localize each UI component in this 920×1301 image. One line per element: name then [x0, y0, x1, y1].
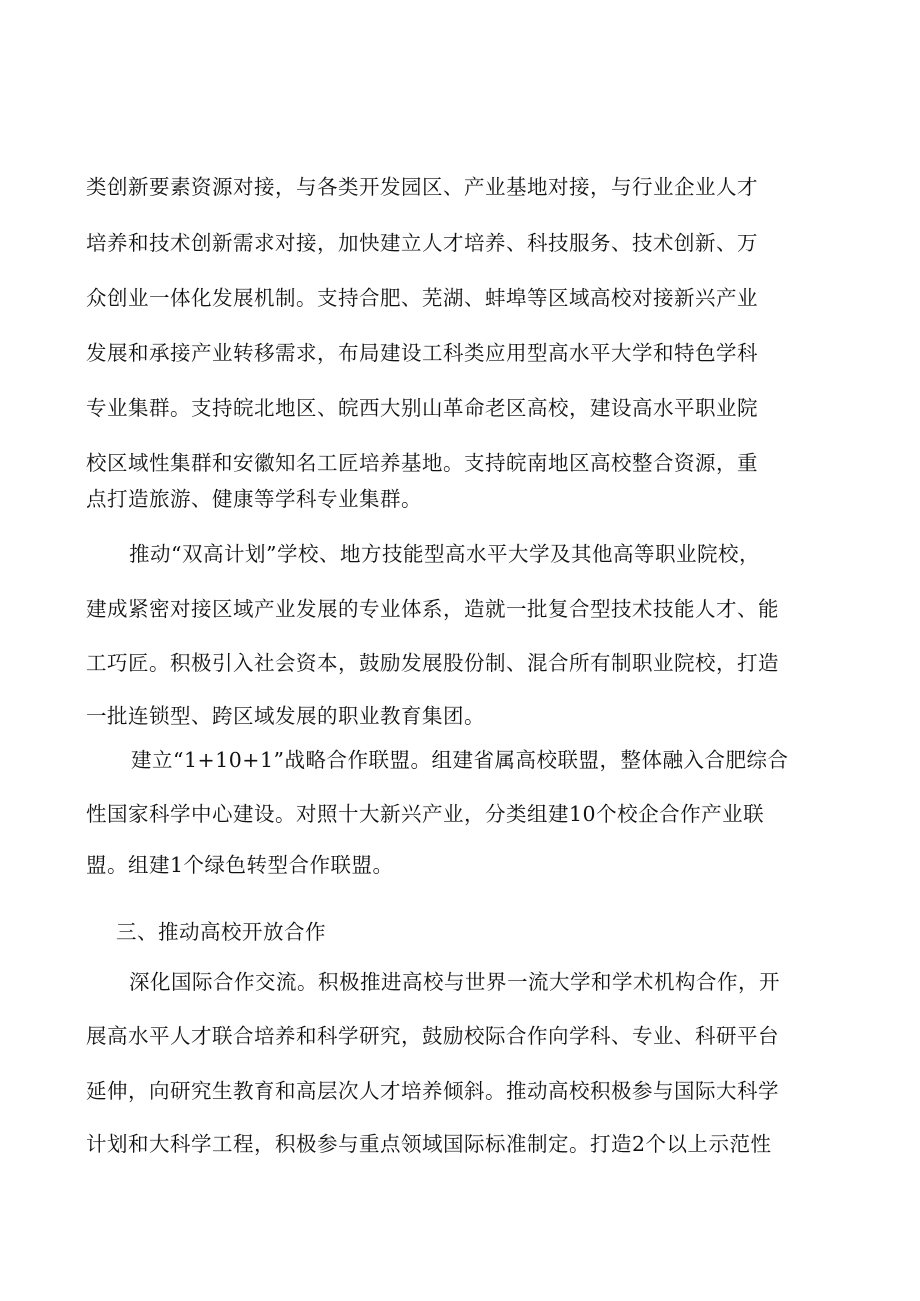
paragraph-line: 建立“1+10+1”战略合作联盟。组建省属高校联盟，整体融入合肥综合 [131, 748, 789, 772]
paragraph-line: 计划和大科学工程，积极参与重点领域国际标准制定。打造2个以上示范性 [86, 1132, 772, 1156]
paragraph-line: 深化国际合作交流。积极推进高校与世界一流大学和学术机构合作，开 [129, 970, 780, 994]
paragraph-line: 一批连锁型、跨区域发展的职业教育集团。 [86, 704, 485, 728]
paragraph-line: 点打造旅游、健康等学科专业集群。 [86, 487, 422, 511]
paragraph-line: 专业集群。支持皖北地区、皖西大别山革命老区高校，建设高水平职业院 [86, 396, 758, 420]
paragraph-line: 培养和技术创新需求对接，加快建立人才培养、科技服务、技术创新、万 [86, 231, 758, 255]
paragraph-line: 盟。组建1个绿色转型合作联盟。 [86, 853, 394, 877]
paragraph-line: 性国家科学中心建设。对照十大新兴产业，分类组建10个校企合作产业联 [86, 802, 765, 826]
paragraph-line: 校区域性集群和安徽知名工匠培养基地。支持皖南地区高校整合资源，重 [86, 451, 758, 475]
paragraph-line: 发展和承接产业转移需求，布局建设工科类应用型高水平大学和特色学科 [86, 341, 758, 365]
paragraph-line: 延伸，向研究生教育和高层次人才培养倾斜。推动高校积极参与国际大科学 [86, 1079, 779, 1103]
paragraph-line: 展高水平人才联合培养和科学研究，鼓励校际合作向学科、专业、科研平台 [86, 1024, 779, 1048]
section-heading: 三、推动高校开放合作 [116, 920, 326, 944]
paragraph-line: 工巧匠。积极引入社会资本，鼓励发展股份制、混合所有制职业院校，打造 [86, 651, 779, 675]
paragraph-line: 推动“双高计划”学校、地方技能型高水平大学及其他高等职业院校， [129, 542, 760, 566]
paragraph-line: 建成紧密对接区域产业发展的专业体系，造就一批复合型技术技能人才、能 [86, 597, 779, 621]
paragraph-line: 众创业一体化发展机制。支持合肥、芜湖、蚌埠等区域高校对接新兴产业 [86, 286, 758, 310]
paragraph-line: 类创新要素资源对接，与各类开发园区、产业基地对接，与行业企业人才 [86, 175, 758, 199]
